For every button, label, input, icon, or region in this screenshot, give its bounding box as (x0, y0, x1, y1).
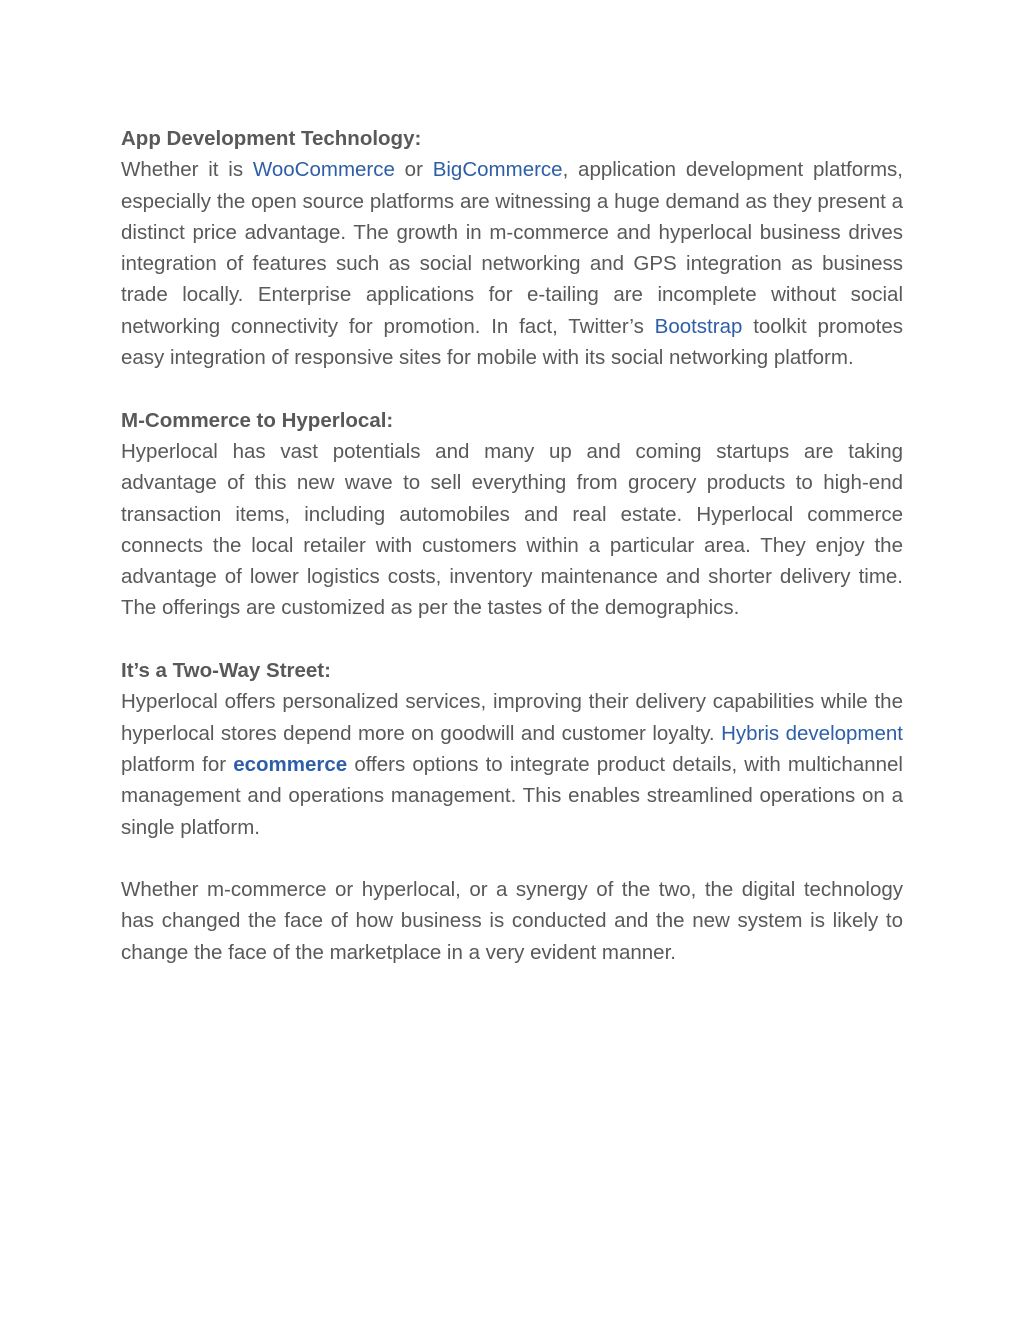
paragraph-app-development (121, 154, 903, 373)
document-body (121, 123, 903, 968)
text-run: Whether it is (121, 158, 253, 182)
text-run: offers options to integrate product details, with multichannel management and operations management. This enables streamlined operations on a single platform. (121, 752, 903, 839)
paragraph-spacer (121, 843, 903, 874)
heading-two-way-street: It’s a Two-Way Street: (121, 659, 331, 683)
link-bootstrap[interactable]: Bootstrap (654, 314, 743, 338)
text-run: Hyperlocal offers personalized services, improving their delivery capabilities while the hyperlocal stores depend more on goodwill and customer loyalty. (121, 690, 903, 745)
heading-app-development: App Development Technology: (121, 127, 422, 150)
text-run: , application development platforms, especially the open source platforms are witnessing a huge demand as they present a distinct price advantage. The growth in m-commerce and hyperlocal business drives integration of features such as social networking and GPS integration as business trade locally. Enterprise applications for e-tailing are incomplete without social networking connectivity for promotion. In fact, Twitter’s (121, 158, 904, 338)
link-hybris-development[interactable]: Hybris development (721, 721, 903, 745)
paragraph-spacer (121, 373, 903, 404)
paragraph-mcommerce-hyperlocal: Hyperlocal has vast potentials and many up and coming startups are taking advantage of this new wave to sell everything from grocery products to high-end transaction items, including automobiles and real estate. Hyperlocal commerce connects the local retailer with customers within a particular area. They enjoy the advantage of lower logistics costs, inventory maintenance and shorter delivery time. The offerings are customized as per the tastes of the demographics. (121, 439, 903, 620)
text-run: toolkit promotes easy integration of responsive sites for mobile with its social networking platform. (121, 314, 903, 370)
heading-mcommerce-hyperlocal: M-Commerce to Hyperlocal: (121, 408, 394, 432)
link-bigcommerce[interactable]: BigCommerce (432, 158, 563, 182)
paragraph-conclusion: Whether m-commerce or hyperlocal, or a synergy of the two, the digital technology has changed the face of how business is conducted and the new system is likely to change the face of the marketplace in a very evident manner. (121, 878, 903, 964)
paragraph-two-way-street (121, 686, 903, 842)
paragraph-spacer (121, 624, 903, 655)
text-run: platform for (121, 752, 234, 776)
link-woocommerce[interactable]: WooCommerce (252, 158, 395, 182)
text-run: or (394, 158, 433, 182)
link-ecommerce[interactable]: ecommerce (233, 752, 348, 776)
